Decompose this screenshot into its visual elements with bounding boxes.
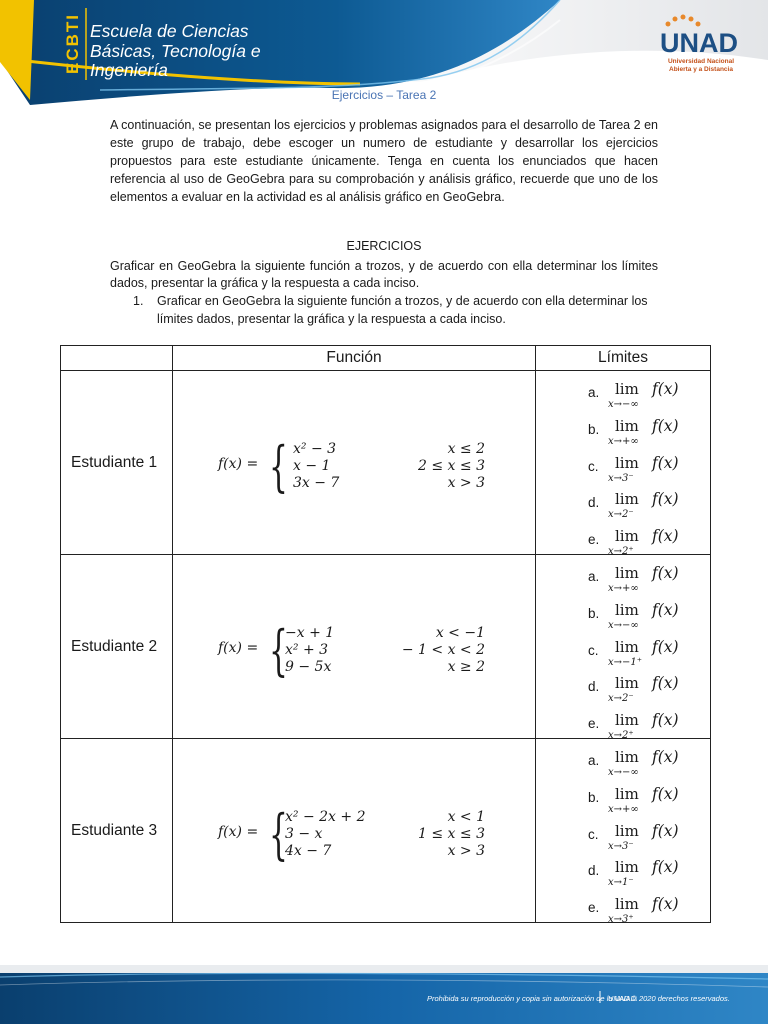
limit-function: f(x) <box>652 563 679 582</box>
limit-operator: lim <box>615 563 639 582</box>
limit-function: f(x) <box>652 784 679 803</box>
limit-operator: lim <box>615 526 639 545</box>
limit-operator: lim <box>615 379 639 398</box>
limit-operator: lim <box>615 857 639 876</box>
limits-list <box>536 373 710 557</box>
footer-banner <box>0 965 768 1024</box>
limits-cell <box>536 371 711 555</box>
limit-approach: x→+∞ <box>608 582 639 594</box>
function-name: f(x) = <box>218 455 259 472</box>
limit-item <box>588 489 708 525</box>
piece-expression: x − 1 <box>293 457 331 474</box>
brace-symbol: { <box>269 618 288 682</box>
school-name-line: Básicas, Tecnología e <box>90 40 261 61</box>
table-header: Límites <box>536 346 711 371</box>
numbered-item <box>110 292 658 328</box>
unad-logo-icon <box>656 14 746 58</box>
limit-approach: x→3⁻ <box>608 840 634 852</box>
limit-label: d. <box>588 862 600 878</box>
limits-cell <box>536 555 711 739</box>
limit-operator: lim <box>615 600 639 619</box>
logo-caption-line: Abierta y a Distancia <box>669 66 733 73</box>
limit-operator: lim <box>615 416 639 435</box>
piece-expression: 3 − x <box>285 825 323 842</box>
ecbti-tag: ECBTI <box>63 13 82 75</box>
table-row <box>61 739 711 923</box>
logo-letters: UNAD <box>660 28 738 58</box>
piece-condition: − 1 < x < 2 <box>401 641 485 658</box>
limit-item <box>588 857 708 893</box>
piece-condition: 2 ≤ x ≤ 3 <box>418 457 485 474</box>
limit-approach: x→+∞ <box>608 803 639 815</box>
limit-label: c. <box>588 642 599 658</box>
limit-label: b. <box>588 789 600 805</box>
piece-expression: x² − 2x + 2 <box>285 808 366 825</box>
limit-function: f(x) <box>652 489 679 508</box>
limit-label: a. <box>588 752 600 768</box>
limit-approach: x→3⁺ <box>608 913 634 925</box>
function-cell <box>173 739 536 923</box>
piece-expression: 3x − 7 <box>293 474 340 491</box>
limit-function: f(x) <box>652 710 679 729</box>
function-cell <box>173 555 536 739</box>
limit-item <box>588 379 708 415</box>
limit-function: f(x) <box>652 747 679 766</box>
limit-function: f(x) <box>652 416 679 435</box>
limit-operator: lim <box>615 894 639 913</box>
brace-symbol: { <box>269 434 288 498</box>
limit-item <box>588 637 708 673</box>
limit-item <box>588 821 708 857</box>
limit-label: a. <box>588 568 600 584</box>
limits-list <box>536 741 710 925</box>
exercises-table <box>60 345 711 923</box>
limit-item <box>588 563 708 599</box>
item-text: Graficar en GeoGebra la siguiente función a trozos, y de acuerdo con ella determinar los límites dados, presentar la gráfica y la respuesta a cada inciso. <box>157 294 648 326</box>
unad-logo <box>656 14 746 78</box>
limit-item <box>588 784 708 820</box>
limit-approach: x→1⁻ <box>608 876 634 888</box>
table-header <box>61 346 173 371</box>
limit-label: c. <box>588 826 599 842</box>
piece-condition: x < 1 <box>447 808 485 825</box>
limit-approach: x→−1⁺ <box>608 656 643 668</box>
graph-instruction: Graficar en GeoGebra la siguiente función a trozos, y de acuerdo con ella determinar los límites dados, presentar la gráfica y la respuesta a cada inciso. <box>110 259 658 290</box>
school-name-line: Escuela de Ciencias <box>90 21 249 41</box>
intro-paragraph: A continuación, se presentan los ejercicios y problemas asignados para el desarrollo de Tarea 2 en este grupo de trabajo, debe escoger un numero de estudiante y desarrollar los ejercicios propuestos para este estudiante únicamente. Tenga en cuenta los enunciados que hacen referencia al uso de GeoGebra para su comprobación y análisis gráfico, recuerde que uno de los elementos a evaluar en la actividad es al análisis gráfico en GeoGebra. <box>110 118 658 204</box>
limit-function: f(x) <box>652 600 679 619</box>
piece-condition: 1 ≤ x ≤ 3 <box>418 825 485 842</box>
limit-operator: lim <box>615 784 639 803</box>
limit-item <box>588 600 708 636</box>
logo-caption-line: Universidad Nacional <box>667 58 735 65</box>
limit-operator: lim <box>615 673 639 692</box>
student-label: Estudiante 3 <box>61 739 173 923</box>
limit-function: f(x) <box>652 673 679 692</box>
function-cell <box>173 371 536 555</box>
piecewise-function <box>173 741 535 921</box>
limit-approach: x→+∞ <box>608 435 639 447</box>
footer-copyright-notice: Prohibida su reproducción y copia sin autorización de la UNAD. <box>427 994 638 1003</box>
logo-caption <box>656 58 746 74</box>
school-name <box>90 22 290 81</box>
limit-function: f(x) <box>652 637 679 656</box>
limit-label: d. <box>588 678 600 694</box>
item-number: 1. <box>133 294 144 308</box>
limit-label: c. <box>588 458 599 474</box>
footer-rights: UNAD © 2020 derechos reservados. <box>608 994 730 1003</box>
table-header: Función <box>173 346 536 371</box>
student-label: Estudiante 2 <box>61 555 173 739</box>
limit-function: f(x) <box>652 453 679 472</box>
piece-condition: x ≥ 2 <box>447 658 485 675</box>
school-name-line: Ingeniería <box>90 60 168 80</box>
limit-operator: lim <box>615 453 639 472</box>
limit-operator: lim <box>615 489 639 508</box>
piece-expression: 9 − 5x <box>285 658 332 675</box>
piecewise-function <box>173 373 535 553</box>
limit-operator: lim <box>615 821 639 840</box>
limit-operator: lim <box>615 637 639 656</box>
limit-approach: x→2⁺ <box>608 545 634 557</box>
limit-item <box>588 453 708 489</box>
limit-operator: lim <box>615 747 639 766</box>
limit-item <box>588 416 708 452</box>
piece-condition: x > 3 <box>447 842 485 859</box>
limit-item <box>588 894 708 930</box>
piece-expression: x² + 3 <box>285 641 329 658</box>
piece-condition: x ≤ 2 <box>447 440 485 457</box>
limit-operator: lim <box>615 710 639 729</box>
limit-label: b. <box>588 605 600 621</box>
limit-item <box>588 747 708 783</box>
limit-approach: x→2⁻ <box>608 508 634 520</box>
function-name: f(x) = <box>218 639 259 656</box>
section-heading: EJERCICIOS <box>346 239 422 253</box>
limit-function: f(x) <box>652 894 679 913</box>
table-row <box>61 371 711 555</box>
limit-approach: x→2⁺ <box>608 729 634 741</box>
piece-condition: x > 3 <box>447 474 485 491</box>
limit-approach: x→2⁻ <box>608 692 634 704</box>
table-header-row <box>61 346 711 371</box>
limit-label: d. <box>588 494 600 510</box>
limit-approach: x→3⁻ <box>608 472 634 484</box>
limit-label: b. <box>588 421 600 437</box>
limit-function: f(x) <box>652 526 679 545</box>
piece-expression: 4x − 7 <box>285 842 332 859</box>
limit-label: e. <box>588 715 600 731</box>
limit-item <box>588 673 708 709</box>
limit-approach: x→−∞ <box>608 398 639 410</box>
piece-expression: x² − 3 <box>293 440 337 457</box>
piece-condition: x < −1 <box>435 624 485 641</box>
limit-function: f(x) <box>652 379 679 398</box>
student-label: Estudiante 1 <box>61 371 173 555</box>
limit-label: e. <box>588 531 600 547</box>
piece-expression: −x + 1 <box>285 624 335 641</box>
limits-cell <box>536 739 711 923</box>
limit-approach: x→−∞ <box>608 766 639 778</box>
function-name: f(x) = <box>218 823 259 840</box>
piecewise-function <box>173 557 535 737</box>
limit-label: e. <box>588 899 600 915</box>
limit-approach: x→−∞ <box>608 619 639 631</box>
limit-function: f(x) <box>652 821 679 840</box>
table-row <box>61 555 711 739</box>
brace-symbol: { <box>269 802 288 866</box>
document-title: Ejercicios – Tarea 2 <box>331 88 437 102</box>
limits-list <box>536 557 710 741</box>
limit-label: a. <box>588 384 600 400</box>
limit-function: f(x) <box>652 857 679 876</box>
